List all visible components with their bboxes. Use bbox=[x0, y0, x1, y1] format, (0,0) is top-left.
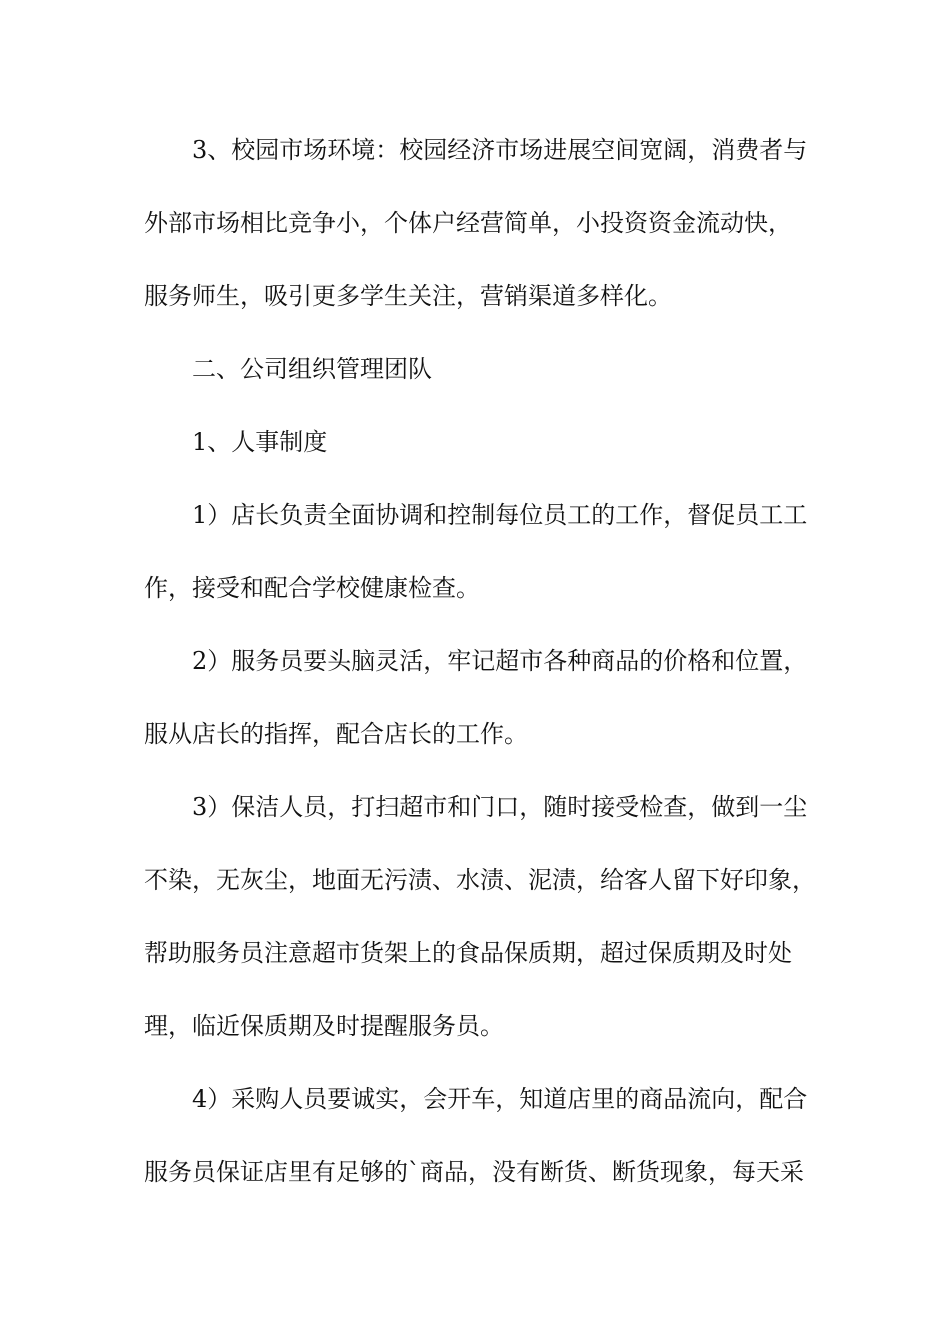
text-line-13: 理，临近保质期及时提醒服务员。 bbox=[144, 1012, 504, 1040]
document-body bbox=[144, 126, 814, 1221]
text-line-3: 服务师生，吸引更多学生关注，营销渠道多样化。 bbox=[144, 282, 672, 310]
subsection-heading-personnel: 1、人事制度 bbox=[192, 428, 328, 456]
text-line-9: 服从店长的指挥，配合店长的工作。 bbox=[144, 720, 528, 748]
text-line-8: 2）服务员要头脑灵活，牢记超市各种商品的价格和位置， bbox=[192, 647, 808, 675]
section-heading-2: 二、公司组织管理团队 bbox=[192, 355, 432, 383]
text-line-10: 3）保洁人员，打扫超市和门口，随时接受检查，做到一尘 bbox=[192, 793, 808, 821]
text-line-12: 帮助服务员注意超市货架上的食品保质期，超过保质期及时处 bbox=[144, 939, 792, 967]
text-line-11: 不染，无灰尘，地面无污渍、水渍、泥渍，给客人留下好印象， bbox=[144, 866, 816, 894]
text-line-14: 4）采购人员要诚实，会开车，知道店里的商品流向，配合 bbox=[192, 1085, 808, 1113]
text-line-1: 3、校园市场环境：校园经济市场进展空间宽阔，消费者与 bbox=[192, 136, 808, 164]
text-line-2: 外部市场相比竞争小，个体户经营简单，小投资资金流动快， bbox=[144, 209, 792, 237]
text-line-15: 服务员保证店里有足够的`商品，没有断货、断货现象，每天采 bbox=[144, 1158, 804, 1186]
text-line-7: 作，接受和配合学校健康检查。 bbox=[144, 574, 480, 602]
text-line-6: 1）店长负责全面协调和控制每位员工的工作，督促员工工 bbox=[192, 501, 808, 529]
